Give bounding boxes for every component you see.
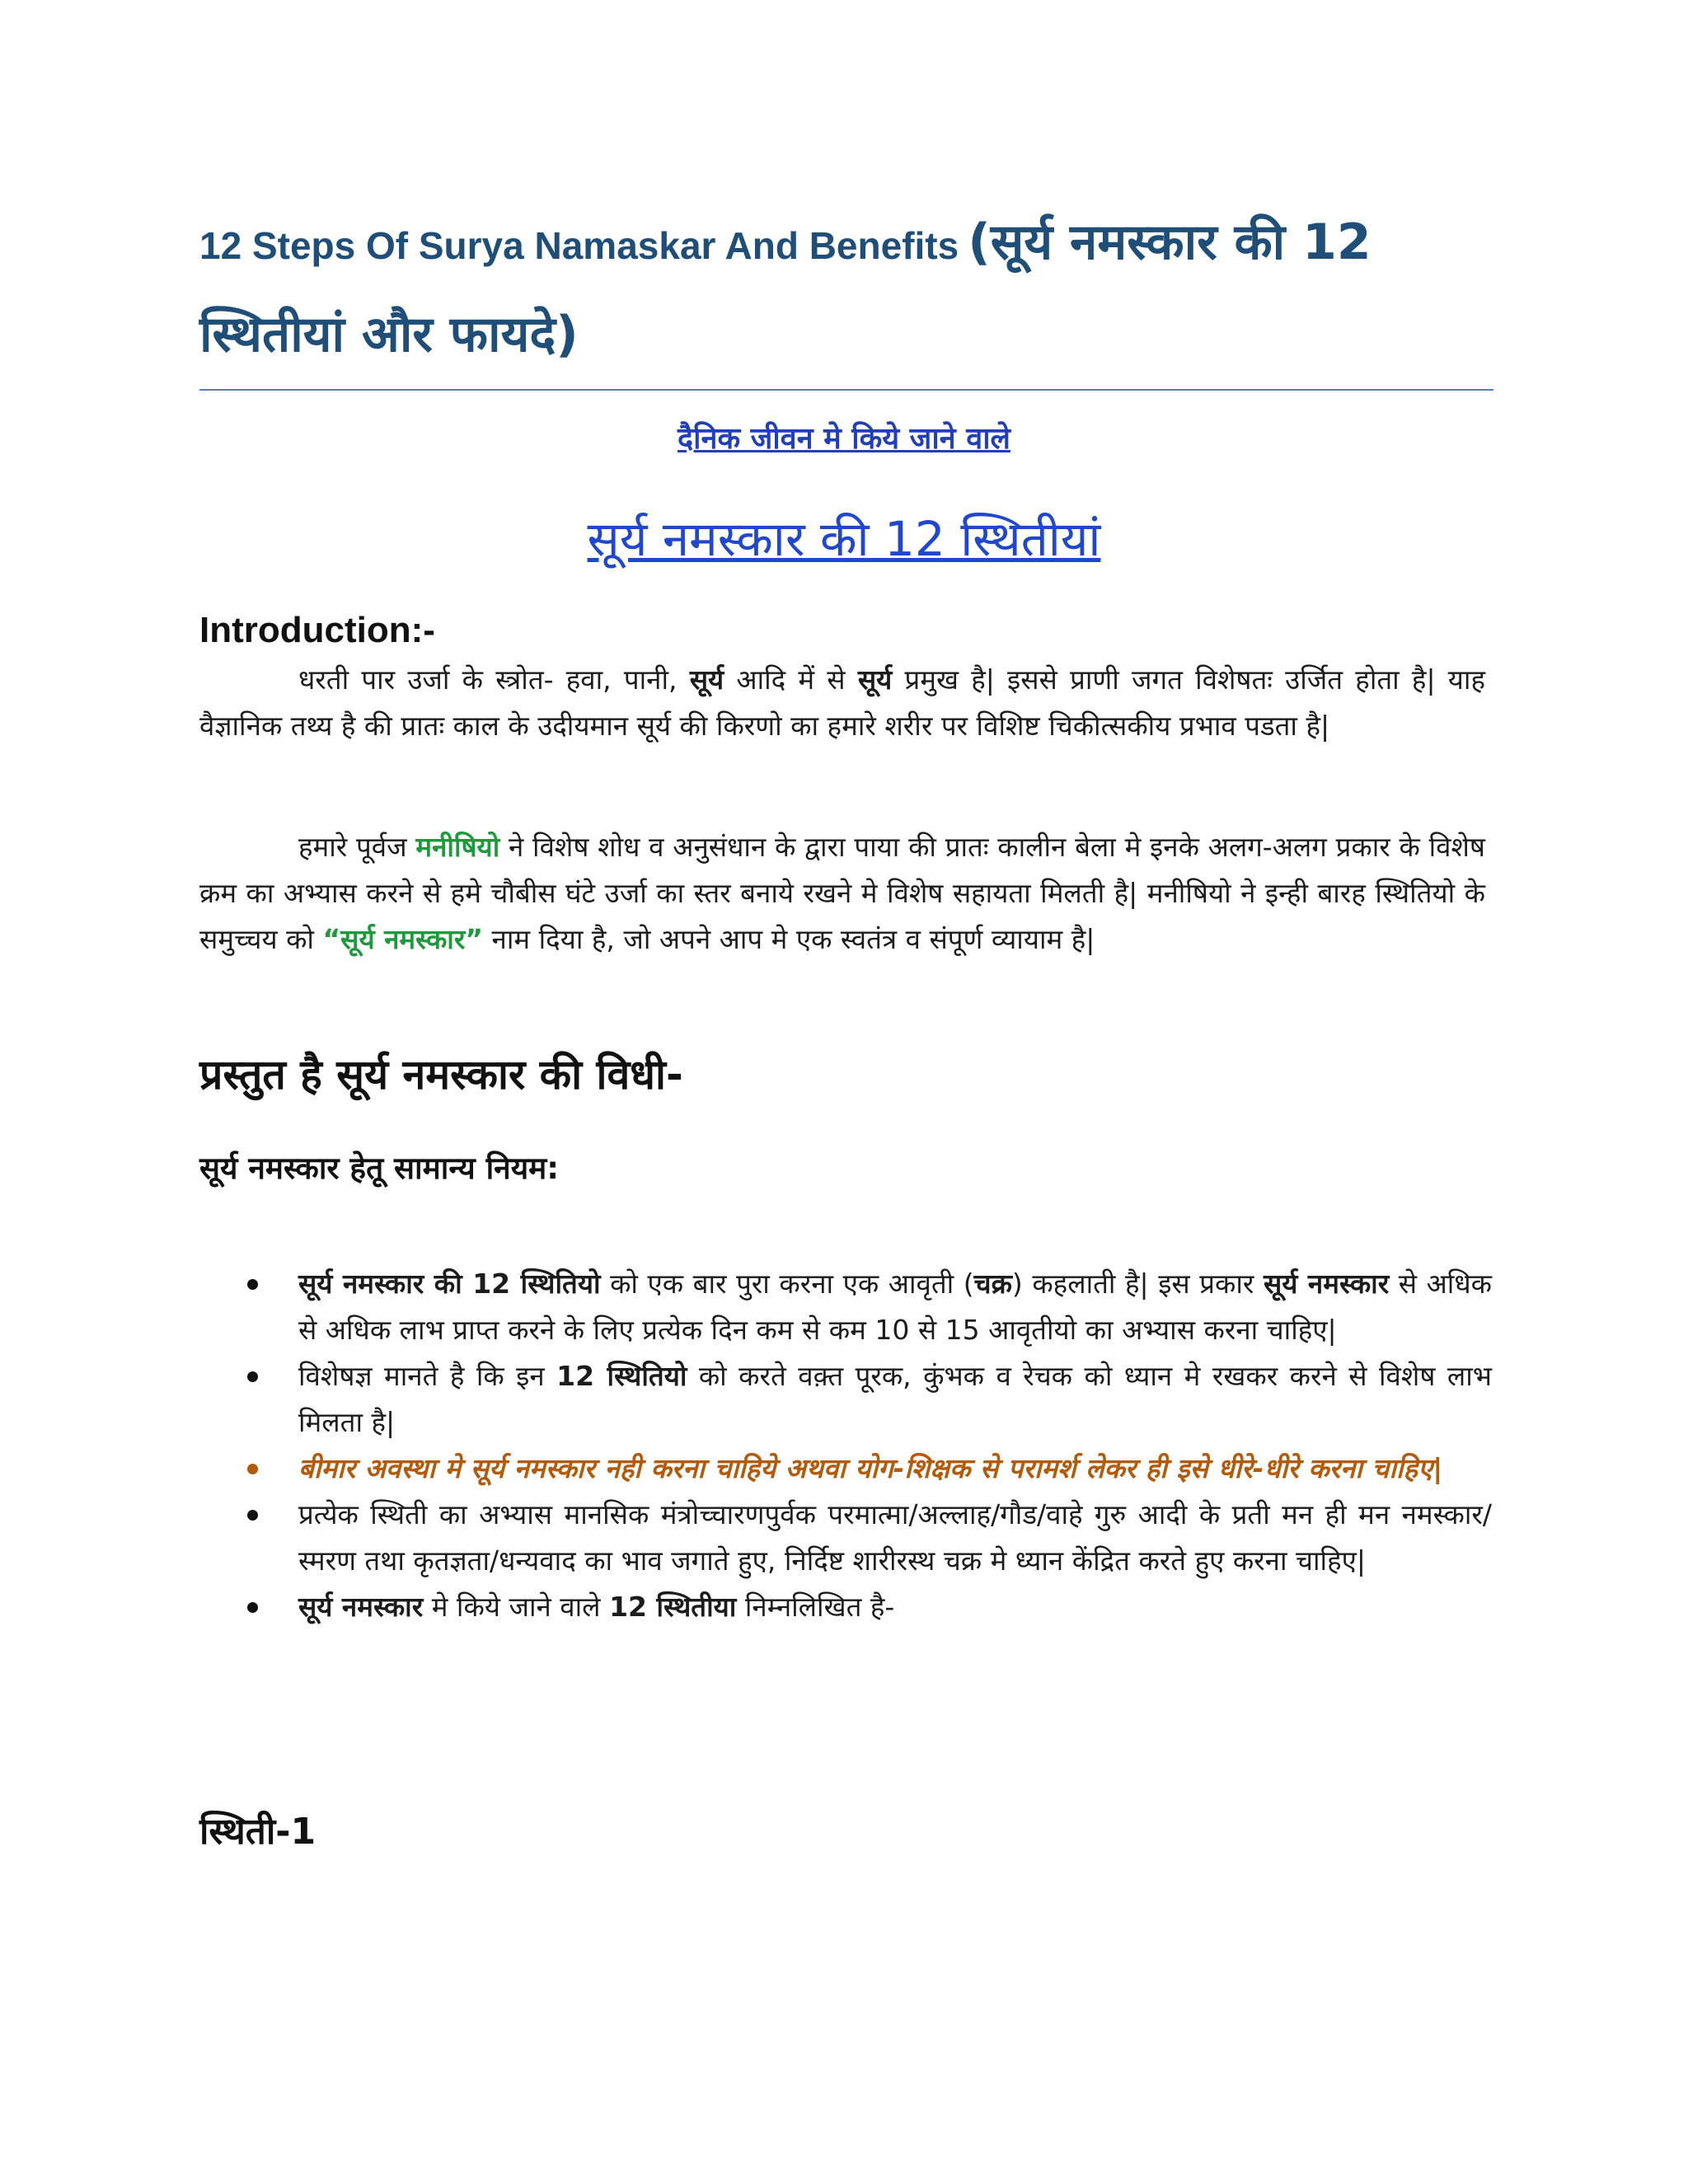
rules-list <box>247 1261 1492 1630</box>
list-item: विशेषज्ञ मानते है कि इन 12 स्थितियो को करते वक़्त पूरक, कुंभक व रेचक को ध्यान मे रखकर करने से विशेष लाभ मिलता है| <box>247 1353 1492 1446</box>
list-item: सूर्य नमस्कार मे किये जाने वाले 12 स्थितीया निम्नलिखित है- <box>247 1584 1492 1630</box>
list-item: सूर्य नमस्कार की 12 स्थितियो को एक बार पुरा करना एक आवृती (चक्र) कहलाती है| इस प्रकार सूर्य नमस्कार से अधिक से अधिक लाभ प्राप्त करने के लिए प्रत्येक दिन कम से कम 10 से 15 आवृतीयो का अभ्यास करना चाहिए| <box>247 1261 1492 1353</box>
method-heading: प्रस्तुत है सूर्य नमस्कार की विधी- <box>199 1051 683 1099</box>
bullet-icon <box>247 1464 258 1474</box>
title-hindi-close: स्थितीयां और फायदे) <box>199 306 579 363</box>
subheading-12-positions: सूर्य नमस्कार की 12 स्थितीयां <box>587 511 1101 567</box>
bullet-icon <box>247 1510 258 1521</box>
rules-heading: सूर्य नमस्कार हेतू सामान्य नियम: <box>199 1151 560 1186</box>
introduction-heading: Introduction:- <box>199 610 435 650</box>
subheading-daily-life: दैनिक जीवन मे किये जाने वाले <box>678 422 1010 456</box>
step-1-heading: स्थिती-1 <box>199 1811 316 1853</box>
list-item: प्रत्येक स्थिती का अभ्यास मानसिक मंत्रोच्चारणपुर्वक परमात्मा/अल्लाह/गौड/वाहे गुरु आदी के प्रती मन ही मन नमस्कार/स्मरण तथा कृतज्ञता/धन्यवाद का भाव जगाते हुए, निर्दिष्ट शारीरस्थ चक्र मे ध्यान केंद्रित करते हुए करना चाहिए| <box>247 1492 1492 1584</box>
page-title <box>199 196 1493 381</box>
title-hindi-open: (सूर्य नमस्कार की 12 <box>968 213 1372 271</box>
bullet-icon <box>247 1279 258 1290</box>
intro-paragraph-1: धरती पार उर्जा के स्त्रोत- हवा, पानी, सूर्य आदि में से सूर्य प्रमुख है| इससे प्राणी जगत विशेषतः उर्जित होता है| याह वैज्ञानिक तथ्य है की प्रातः काल के उदीयमान सूर्य की किरणो का हमारे शरीर पर विशिष्ट चिकीत्सकीय प्रभाव पडता है| <box>199 663 1485 742</box>
highlight-manishiyo: मनीषियो <box>415 831 500 863</box>
intro-paragraph-2: हमारे पूर्वज मनीषियो ने विशेष शोध व अनुसंधान के द्वारा पाया की प्रातः कालीन बेला मे इनके अलग-अलग प्रकार के विशेष क्रम का अभ्यास करने से हमे चौबीस घंटे उर्जा का स्तर बनाये रखने मे विशेष सहायता मिलती है| मनीषियो ने इन्ही बारह स्थितियो के समुच्चय को “सूर्य नमस्कार” नाम दिया है, जो अपने आप मे एक स्वतंत्र व संपूर्ण व्यायाम है| <box>199 831 1485 955</box>
title-english: 12 Steps Of Surya Namaskar And Benefits <box>199 224 959 267</box>
highlight-surya-namaskar: “सूर्य नमस्कार” <box>322 923 484 955</box>
bullet-icon <box>247 1602 258 1613</box>
list-item-warning: बीमार अवस्था मे सूर्य नमस्कार नही करना चाहिये अथवा योग-शिक्षक से परामर्श लेकर ही इसे धीरे-धीरे करना चाहिए| <box>247 1446 1492 1492</box>
bullet-icon <box>247 1371 258 1382</box>
title-divider <box>199 389 1493 391</box>
